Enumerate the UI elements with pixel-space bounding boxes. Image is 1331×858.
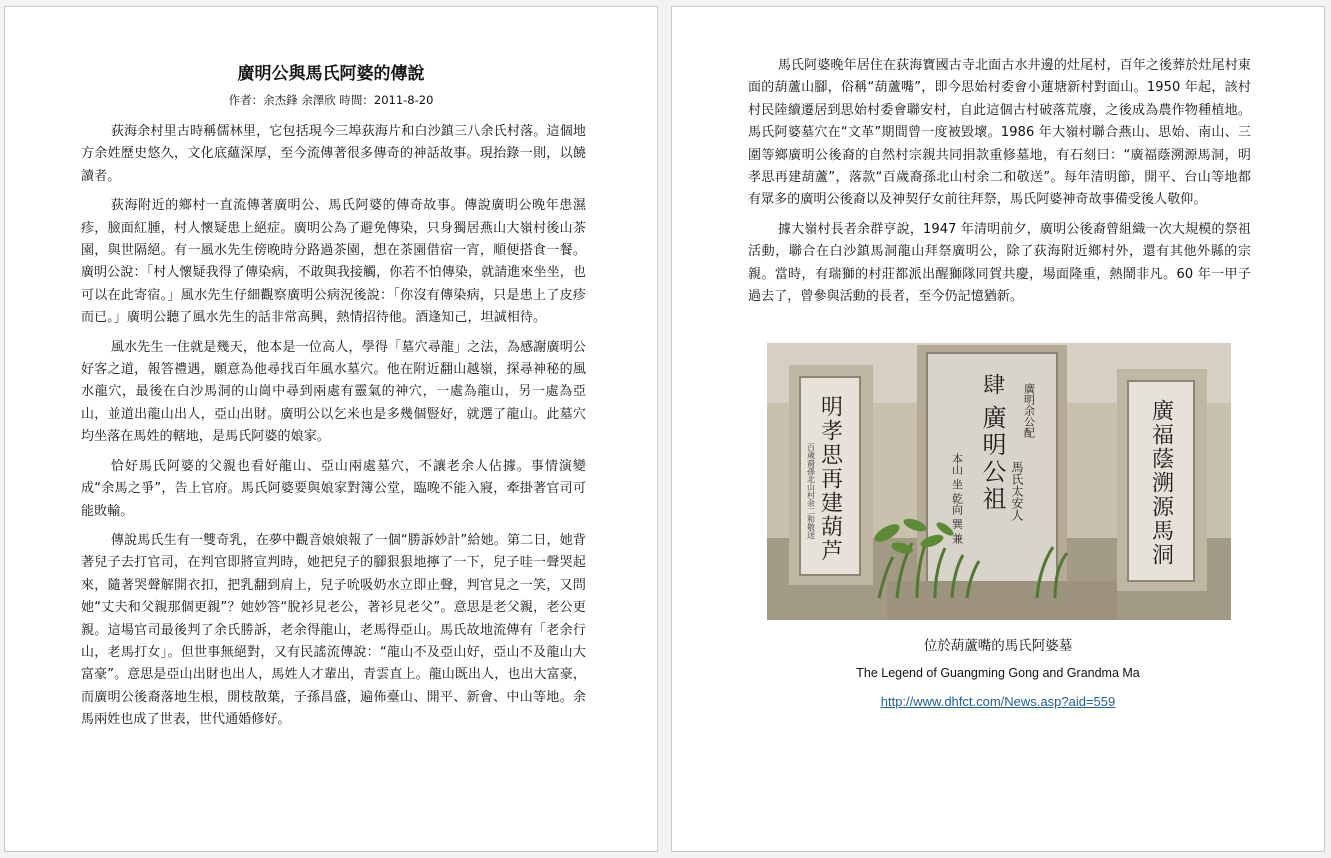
center-spouse-text: 馬氏太安人	[1010, 461, 1024, 521]
left-small-inscription: 百歲裔孫北山村余二和敬送	[806, 443, 816, 539]
right-body-text	[748, 55, 1251, 315]
paragraph: 風水先生一住就是幾天，他本是一位高人，學得「墓穴尋龍」之法，為感謝廣明公好客之道，報答禮遇，願意為他尋找百年風水墓穴。他在附近翻山越嶺，探尋神秘的風水龍穴，最後在白沙馬洞的山崗中尋到兩處有靈氣的神穴，一處為龍山，另一處為亞山，並道出龍山出人，亞山出財。廣明公以乞米也是多幾個豎好，就選了龍山。此墓穴均坐落在馬姓的轄地，是馬氏阿婆的娘家。	[81, 339, 586, 445]
center-prefix-text: 肆	[979, 373, 1005, 395]
document-page-right	[671, 6, 1325, 852]
paragraph: 荻海余村里古時稱儒林里，它包括現今三埠荻海片和白沙鎮三八余氏村落。這個地方余姓歷史悠久，文化底蘊深厚，至今流傳著很多傳奇的神話故事。現抬錄一則，以饒讀者。	[81, 124, 586, 184]
paragraph: 傳說馬氏生有一雙奇乳，在夢中觀音娘娘報了一個“勝訴妙計”給她。第二日，她背著兒子去打官司，在判官即將宣判時，她把兒子的腳狠狠地擰了一下，兒子哇一聲哭起來，隨著哭聲解開衣扣，把乳翻到肩上，兒子吮吸奶水立即止聲，判官見之一笑，又問她“丈夫和父親那個更親”？她妙答“脫衫見老公，著衫見老父”。意思是老父親，老公更親。這場官司最後判了余氏勝訴，老余得龍山，老馬得亞山。馬氏故地流傳有「老余行山，老馬打女」。但世事無絕對，又有民謠流傳說：“龍山不及亞山好，亞山不及龍山大富豪”。意思是亞山出財也出人，馬姓人才輩出，青雲直上。龍山既出人，也出大富豪，而廣明公後裔落地生根，開枝散葉，子孫昌盛，遍佈臺山、開平、新會、中山等地。余馬兩姓也成了世表，世代通婚修好。	[81, 532, 586, 728]
article-title: 廣明公與馬氏阿婆的傳說	[237, 64, 425, 84]
center-title-text: 廣明公祖	[978, 405, 1006, 513]
paragraph: 馬氏阿婆晚年居住在荻海寶國古寺北面古水井邊的灶尾村，百年之後葬於灶尾村東面的葫蘆山腳，俗稱“葫蘆嘴”，即今思始村委會小蓮塘新村對面山。1950 年起，該村村民陸續遷居到思始村委會聯安村，自此這個古村破落荒廢，之後成為農作物種植地。馬氏阿婆墓穴在“文革”期間曾一度被毀壞。1986 年大嶺村聯合燕山、思始、南山、三圍等鄉廣明公後裔的自然村宗親共同捐款重修墓地，有石刻曰：“廣福蔭溯源馬洞，明孝思再建葫蘆”，落款“百歲裔孫北山村余二和敬送”。每年清明節，開平、台山等地都有眾多的廣明公後裔以及神契仔女前往拜祭，馬氏阿婆神奇故事備受後人敬仰。	[748, 58, 1251, 208]
english-title: The Legend of Guangming Gong and Grandma Ma	[856, 666, 1140, 680]
paragraph: 荻海附近的鄉村一直流傳著廣明公、馬氏阿婆的傳奇故事。傳說廣明公晚年患濕疹，臉面紅腫，村人懷疑患上絕症。廣明公為了避免傳染，只身獨居燕山大嶺村後山茶園，與世隔絕。有一風水先生傍晚時分路過茶園，想在茶園借宿一宵，順便搭食一餐。廣明公說：「村人懷疑我得了傳染病，不敢與我接觸，你若不怕傳染，就請進來坐坐，也可以在此寄宿。」風水先生仔細觀察廣明公病況後說：「你沒有傳染病，只是患上了皮疹而已。」廣明公聽了風水先生的話非常高興，熱情招待他。酒逢知己，坦誠相待。	[81, 198, 586, 326]
center-small-left-text: 本山 坐 乾向 巽 兼	[950, 453, 964, 544]
center-small-right-text: 廣明余公配	[1022, 383, 1036, 438]
paragraph: 恰好馬氏阿婆的父親也看好龍山、亞山兩處墓穴，不讓老余人佔據。事情演變成“余馬之爭”，告上官府。馬氏阿婆要與娘家對簿公堂，臨晚不能入寢，牽掛著官司可能敗輸。	[81, 458, 586, 519]
source-link-row	[672, 694, 1324, 709]
altar-base	[887, 581, 1117, 620]
article-byline: 作者：余杰鋒 余澤欣 時間：2011-8-20	[228, 93, 434, 107]
paragraph: 據大嶺村長者余群亨說，1947 年清明前夕，廣明公後裔曾組織一次大規模的祭祖活動，聯合在白沙鎮馬洞龍山拜祭廣明公，除了荻海附近鄉村外，還有其他外縣的宗親。當時，有瑞獅的村莊都派出醒獅隊同賀共慶，場面隆重，熱鬧非凡。60 年一甲子過去了，曾參與活動的長者，至今仍記憶猶新。	[748, 221, 1251, 305]
left-body-text	[81, 121, 586, 739]
tomb-photo-svg	[767, 343, 1231, 620]
left-couplet-text: 明孝思再建葫芦	[817, 395, 843, 563]
source-link[interactable]: http://www.dhfct.com/News.asp?aid=559	[880, 694, 1116, 709]
tomb-photo	[767, 343, 1231, 620]
document-page-left	[4, 6, 658, 852]
right-couplet-text: 廣福蔭溯源馬洞	[1148, 399, 1174, 567]
photo-caption: 位於葫蘆嘴的馬氏阿婆墓	[923, 638, 1073, 654]
